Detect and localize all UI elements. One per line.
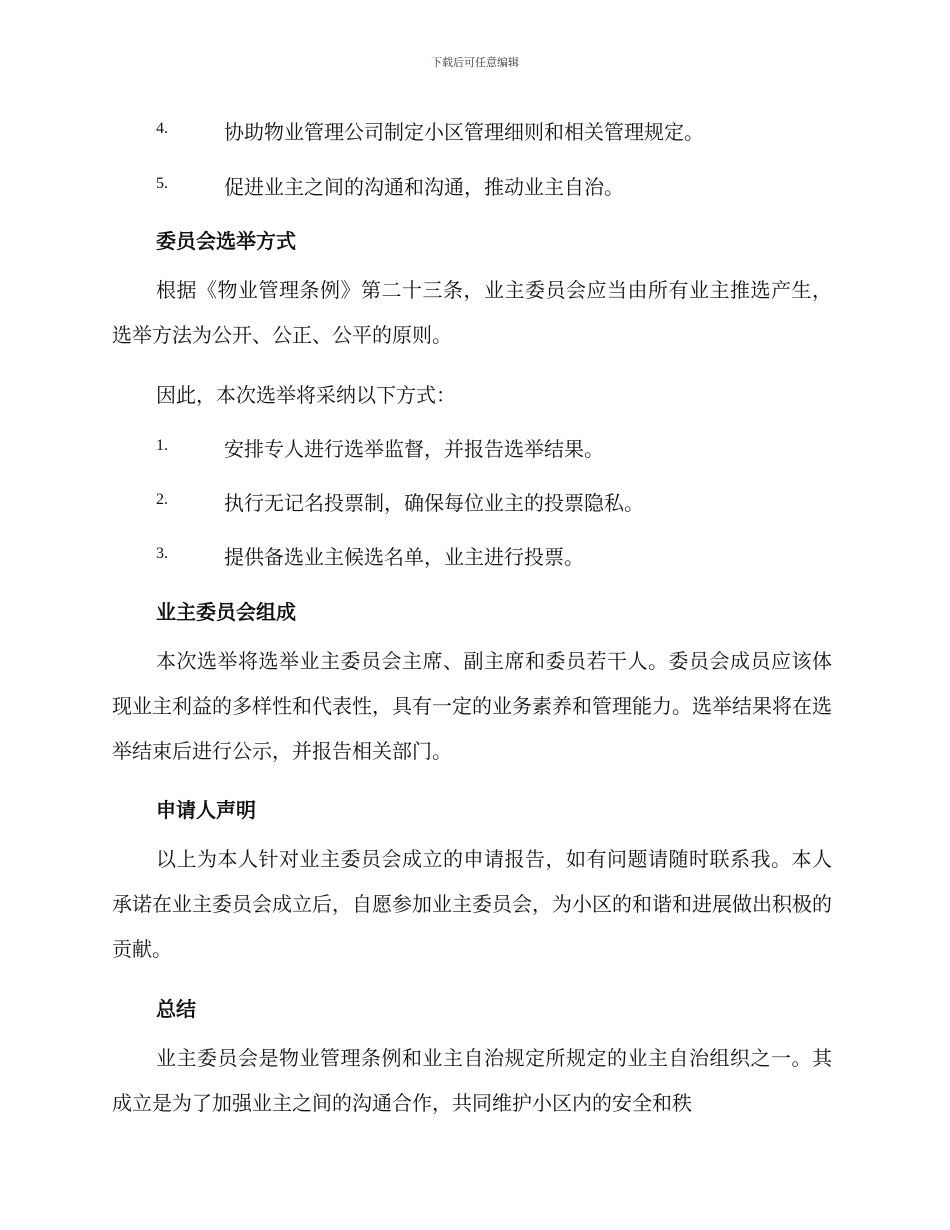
page-header: 下载后可任意编辑 [431, 56, 519, 69]
paragraph-composition: 本次选举将选举业主委员会主席、副主席和委员若干人。委员会成员应该体现业主利益的多样性和代表性，具有一定的业务素养和管理能力。选举结果将在选举结束后进行公示，并报告相关部门。 [112, 649, 832, 763]
list-number: 2. [156, 491, 168, 508]
paragraph-summary: 业主委员会是物业管理条例和业主自治规定所规定的业主自治组织之一。其成立是为了加强业主之间的沟通合作，共同维护小区内的安全和秩 [112, 1046, 832, 1115]
list-number: 5. [156, 175, 168, 192]
list-number: 3. [156, 545, 168, 562]
list-item-text: 促进业主之间的沟通和沟通，推动业主自治。 [224, 175, 624, 199]
paragraph-intro: 因此，本次选举将采纳以下方式： [156, 383, 456, 407]
list-number: 1. [156, 437, 168, 454]
list-number: 4. [156, 120, 168, 137]
list-item-text: 安排专人进行选举监督，并报告选举结果。 [224, 437, 604, 461]
section-heading-composition: 业主委员会组成 [156, 600, 296, 624]
list-item-text: 提供备选业主候选名单，业主进行投票。 [224, 545, 584, 569]
paragraph-election: 根据《物业管理条例》第二十三条，业主委员会应当由所有业主推选产生，选举方法为公开、公正、公平的原则。 [112, 278, 832, 347]
section-heading-declaration: 申请人声明 [156, 798, 256, 822]
list-item-text: 协助物业管理公司制定小区管理细则和相关管理规定。 [224, 120, 704, 144]
paragraph-declaration: 以上为本人针对业主委员会成立的申请报告，如有问题请随时联系我。本人承诺在业主委员会成立后，自愿参加业主委员会，为小区的和谐和进展做出积极的贡献。 [112, 847, 832, 961]
section-heading-election: 委员会选举方式 [156, 229, 296, 253]
list-item-text: 执行无记名投票制，确保每位业主的投票隐私。 [224, 491, 644, 515]
section-heading-summary: 总结 [156, 997, 196, 1021]
